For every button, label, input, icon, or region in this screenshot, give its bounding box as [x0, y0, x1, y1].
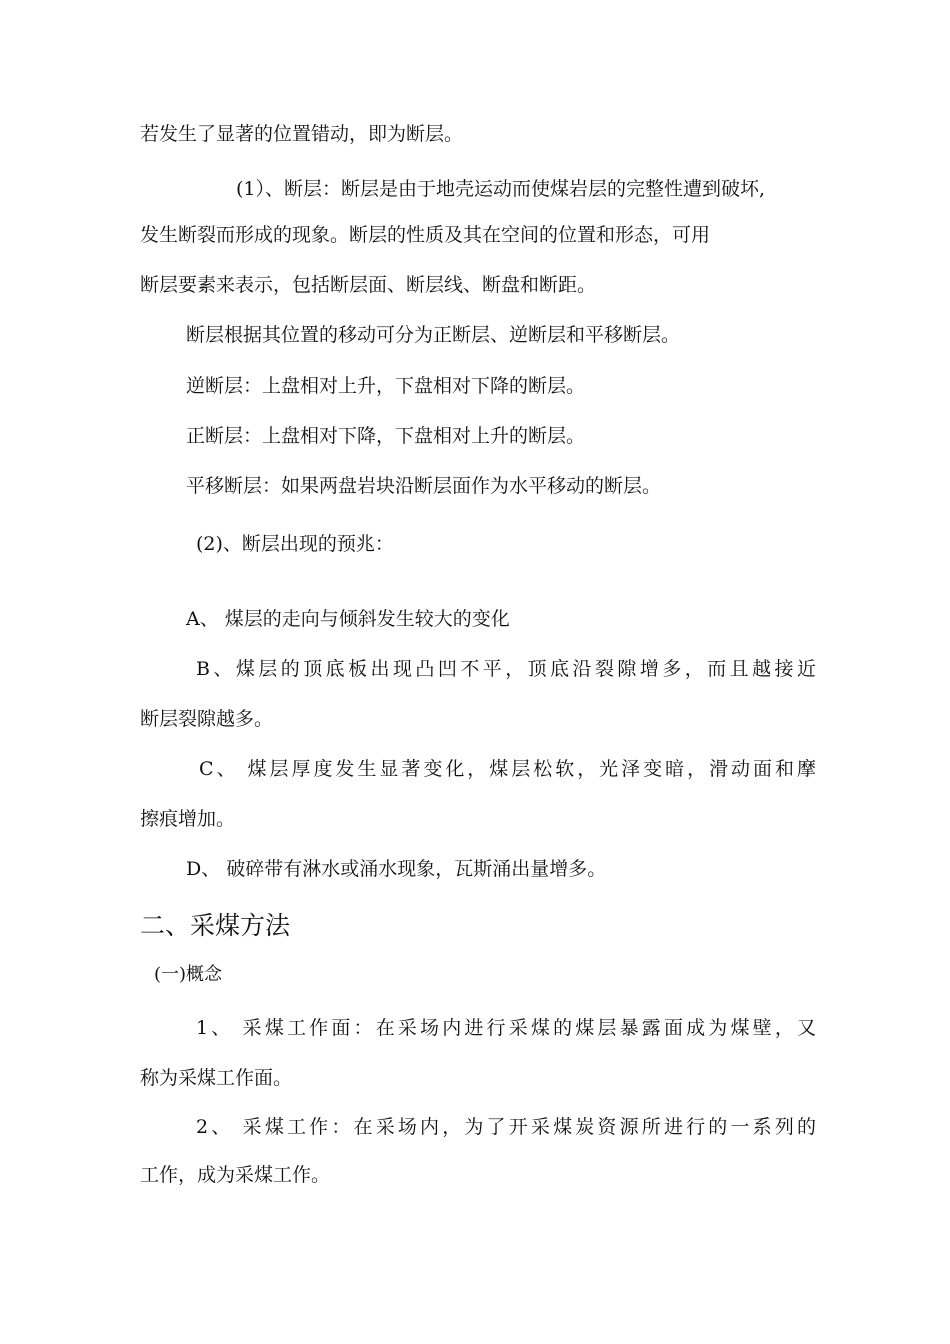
paragraph-line: 工作，成为采煤工作。	[140, 1164, 331, 1186]
paragraph-line: 平移断层：如果两盘岩块沿断层面作为水平移动的断层。	[186, 475, 662, 497]
list-item: 2、 采煤工作：在采场内，为了开采煤炭资源所进行的一系列的	[196, 1116, 816, 1138]
section-heading: 二、采煤方法	[140, 911, 291, 940]
paragraph-line: 断层根据其位置的移动可分为正断层、逆断层和平移断层。	[186, 324, 681, 346]
paragraph-line: 称为采煤工作面。	[140, 1067, 293, 1089]
paragraph-line: 擦痕增加。	[140, 808, 236, 830]
list-item: 1、 采煤工作面：在采场内进行采煤的煤层暴露面成为煤壁，又	[196, 1017, 816, 1039]
list-item: C、 煤层厚度发生显著变化，煤层松软，光泽变暗，滑动面和摩	[199, 758, 816, 780]
paragraph-line: 若发生了显著的位置错动，即为断层。	[140, 123, 464, 145]
list-item: B、煤层的顶底板出现凸凹不平，顶底沿裂隙增多，而且越接近	[196, 658, 816, 680]
list-item: A、 煤层的走向与倾斜发生较大的变化	[186, 608, 510, 630]
paragraph-line: 逆断层：上盘相对上升，下盘相对下降的断层。	[186, 375, 586, 397]
paragraph-line: 断层要素来表示，包括断层面、断层线、断盘和断距。	[140, 274, 597, 296]
subsection-label: (2)、断层出现的预兆：	[196, 533, 394, 555]
subsection-label: (一)概念	[154, 964, 223, 985]
list-item: D、 破碎带有淋水或涌水现象，瓦斯涌出量增多。	[186, 858, 607, 880]
paragraph-line: 断层裂隙越多。	[140, 708, 274, 730]
paragraph-line: 发生断裂而形成的现象。断层的性质及其在空间的位置和形态，可用	[140, 224, 711, 246]
paragraph-line: 正断层：上盘相对下降，下盘相对上升的断层。	[186, 425, 586, 447]
paragraph-line: (1）、断层：断层是由于地壳运动而使煤岩层的完整性遭到破坏,	[236, 178, 766, 200]
